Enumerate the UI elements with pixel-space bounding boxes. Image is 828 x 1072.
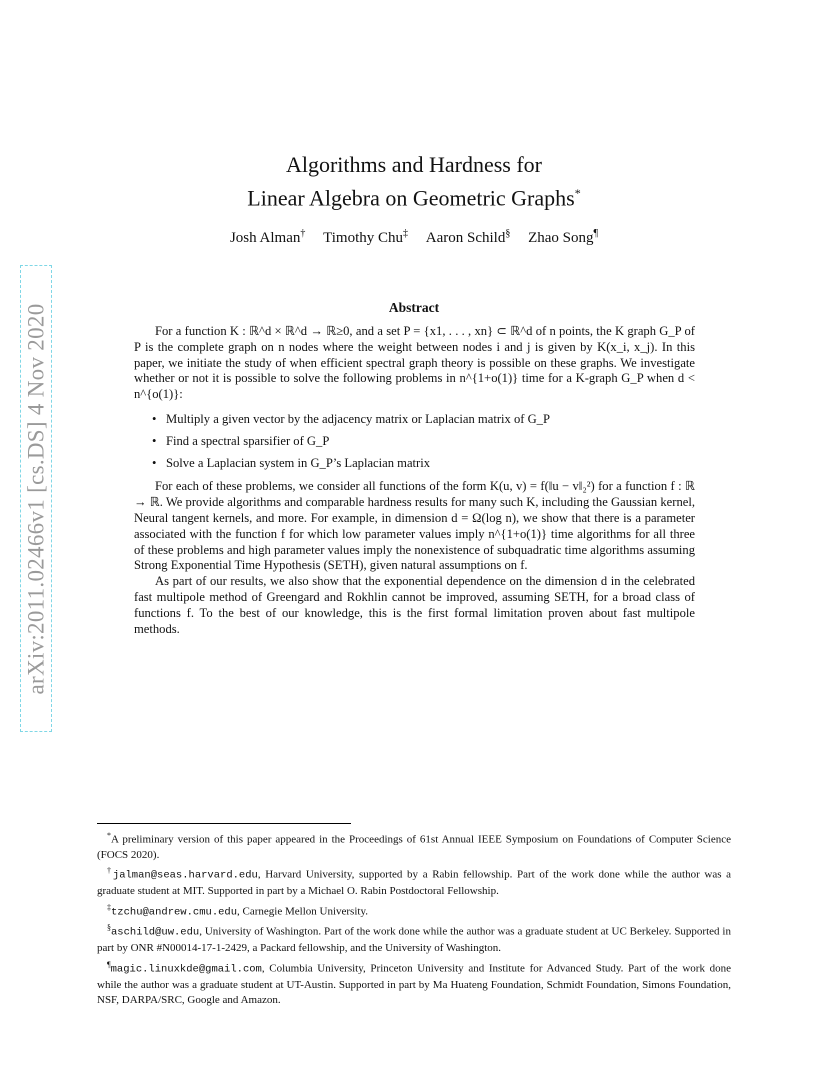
author: Zhao Song¶	[528, 228, 599, 246]
title-line-2: Linear Algebra on Geometric Graphs*	[247, 185, 581, 211]
email-link[interactable]: magic.linuxkde@gmail.com	[110, 963, 262, 976]
paper-title	[0, 150, 828, 212]
list-item: • Multiply a given vector by the adjacency matrix or Laplacian matrix of G_P	[152, 411, 550, 426]
abstract-heading: Abstract	[388, 300, 440, 315]
arxiv-identifier-text: arXiv:2011.02466v1 [cs.DS] 4 Nov 2020	[23, 303, 48, 694]
abstract-body	[134, 324, 695, 637]
abstract-paragraph-2: For each of these problems, we consider all functions of the form K(u, v) = f(‖u − v‖₂²) for a function f : ℝ → ℝ. We provide algorithms and comparable hardness results for many such K, including the Gaussian kernel, Neural tangent kernels, and more. For example, in dimension d = Ω(log n), we show that there is a parameter associated with the function f for which low parameter values imply n^{1+o(1)} time algorithms for all three of these problems and high parameter values imply the nonexistence of subquadratic time algorithms assuming Strong Exponential Time Hypothesis (SETH), given natural assumptions on f.	[134, 479, 695, 573]
footnote: §aschild@uw.edu, University of Washington. Part of the work done while the author was a graduate student at UC Berkeley. Supported in part by ONR #N00014-17-1-2429, a Packard fellowship, and the University of Washington.	[97, 923, 731, 955]
email-link[interactable]: aschild@uw.edu	[111, 927, 200, 940]
footnote: †jalman@seas.harvard.edu, Harvard University, supported by a Rabin fellowship. Part of the work done while the author was a graduate student at MIT. Supported in part by a Michael O. Rabin Postdoctoral Fellowship.	[97, 866, 732, 898]
footnote: ‡tzchu@andrew.cmu.edu, Carnegie Mellon University.	[107, 902, 368, 919]
footnotes	[97, 828, 731, 1008]
email-link[interactable]: tzchu@andrew.cmu.edu	[111, 906, 238, 919]
title-line-1: Algorithms and Hardness for	[285, 152, 542, 177]
author: Timothy Chu‡	[323, 228, 409, 246]
footnote-divider	[97, 823, 351, 824]
title-footnote-mark: *	[574, 186, 581, 200]
author: Josh Alman†	[229, 228, 306, 246]
author-list	[0, 228, 828, 247]
arxiv-identifier-stamp	[20, 265, 52, 732]
email-link[interactable]: jalman@seas.harvard.edu	[112, 869, 258, 882]
author: Aaron Schild§	[425, 228, 511, 246]
abstract-paragraph-3: As part of our results, we also show that the exponential dependence on the dimension d in the celebrated fast multipole method of Greengard and Rokhlin cannot be improved, assuming SETH, for a broad class of functions f. To the best of our knowledge, this is the first formal limitation proven about fast multipole methods.	[134, 574, 695, 636]
list-item: • Solve a Laplacian system in G_P’s Laplacian matrix	[152, 455, 431, 470]
footnote: *A preliminary version of this paper appeared in the Proceedings of 61st Annual IEEE Symposium on Foundations of Computer Science (FOCS 2020).	[97, 831, 731, 861]
footnote: ¶magic.linuxkde@gmail.com, Columbia University, Princeton University and Institute for Advanced Study. Part of the work done while the author was a graduate student at UT-Austin. Supported in part by Ma Huateng Foundation, Schmidt Foundation, Simons Foundation, NSF, DARPA/SRC, Google and Amazon.	[97, 959, 731, 1006]
list-item: • Find a spectral sparsifier of G_P	[152, 433, 330, 448]
abstract-paragraph-1: For a function K : ℝ^d × ℝ^d → ℝ≥0, and a set P = {x1, . . . , xn} ⊂ ℝ^d of n points, the K graph G_P of P is the complete graph on n nodes where the weight between nodes i and j is given by K(x_i, x_j). In this paper, we initiate the study of when efficient spectral graph theory is possible on these graphs. We investigate whether or not it is possible to solve the following problems in n^{1+o(1)} time for a K-graph G_P when d < n^{o(1)}:	[134, 324, 695, 402]
abstract-problem-list	[134, 412, 695, 471]
